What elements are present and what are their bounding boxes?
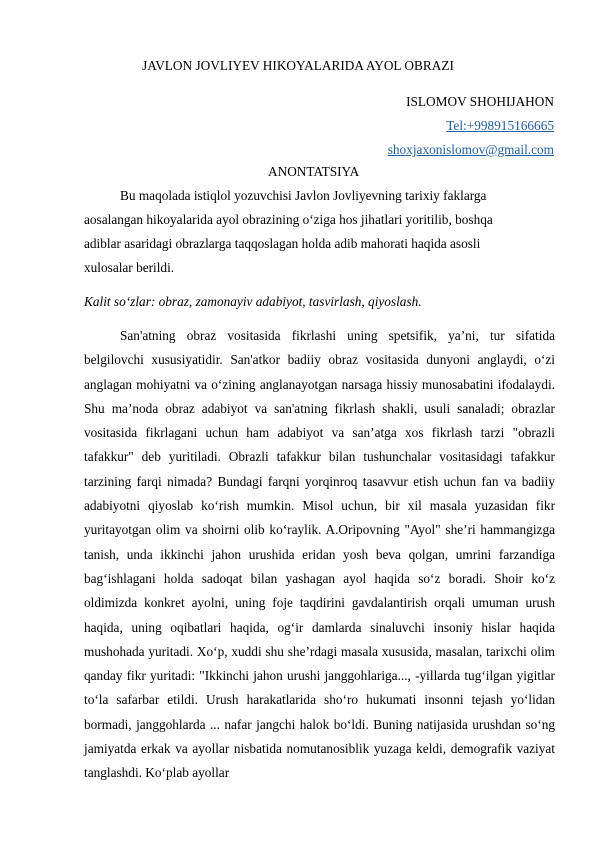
annotation-body: Bu maqolada istiqlol yozuvchisi Javlon Jovliyevning tarixiy faklarga aosalangan hikoyalarida ayol obrazining o‘ziga hos jihatlari yoritilib, boshqa adiblar asaridagi obrazlarga taqqoslagan holda adib mahorati haqida asosli xulosalar berildi. <box>84 188 493 275</box>
annotation-text <box>84 184 504 280</box>
body-paragraph: San'atning obraz vositasida fikrlashi uning spetsifik, ya’ni, tur sifatida belgilovchi xususiyatidir. San'atkor badiiy obraz vositasida dunyoni anglaydi, o‘zi anglagan mohiyatni va o‘zining anglanayotgan narsaga hissiy munosabatini ifodalaydi. Shu ma’noda obraz adabiyot va san'atning fikrlash shakli, usuli sanaladi; obrazlar vositasida fikrlagani uchun ham adabiyot va san’atga xos fikrlash tarzi "obrazli tafakkur" deb yuritiladi. Obrazli tafakkur bilan tushunchalar vositasidagi tafakkur tarzining farqi nimada? Bundagi farqni yorqinroq tasavvur etish uchun fan va badiiy adabiyotni qiyoslab ko‘rish mumkin. Misol uchun, bir xil masala yuzasidan fikr yuritayotgan olim va shoirni olib ko‘raylik. A.Oripovning "Ayol" she’ri hammangizga tanish, unda ikkinchi jahon urushida eridan yosh beva qolgan, umrini farzandiga bag‘ishlagani holda sadoqat bilan yashagan ayol haqida so‘z boradi. Shoir ko‘z oldimizda konkret ayolni, uning foje taqdirini gavdalantirish orqali umuman urush haqida, uning oqibatlari haqida, og‘ir damlarda sinaluvchi insoniy hislar haqida mushohada yuritadi. Xo‘p, xuddi shu she’rdagi masala xususida, masalan, tarixchi olim qanday fikr yuritadi: "Ikkinchi jahon urushi janggohlariga..., -yillarda tug‘ilgan yigitlar to‘la safarbar etildi. Urush harakatlarida sho‘ro hukumati insonni tejash yo‘lidan bormadi, janggohlarda ... nafar jangchi halok bo‘ldi. Buning natijasida urushdan so‘ng jamiyatda erkak va ayollar nisbatida nomutanosiblik yuzaga keldi, demografik vaziyat tanglashdi. Ko‘plab ayollar <box>84 328 555 781</box>
author-name: ISLOMOV SHOHIJAHON <box>406 94 554 109</box>
email-link[interactable]: shoxjaxonislomov@gmail.com <box>387 142 554 157</box>
article-title: JAVLON JOVLIYEV HIKOYALARIDA AYOL OBRAZI <box>142 58 454 73</box>
keywords-line: Kalit so‘zlar: obraz, zamonayiv adabiyot, tasvirlash, qiyoslash. <box>84 294 422 309</box>
phone-link[interactable]: Tel:+998915166665 <box>446 118 554 133</box>
body-text <box>84 324 555 786</box>
annotation-heading: ANONTATSIYA <box>268 164 360 179</box>
